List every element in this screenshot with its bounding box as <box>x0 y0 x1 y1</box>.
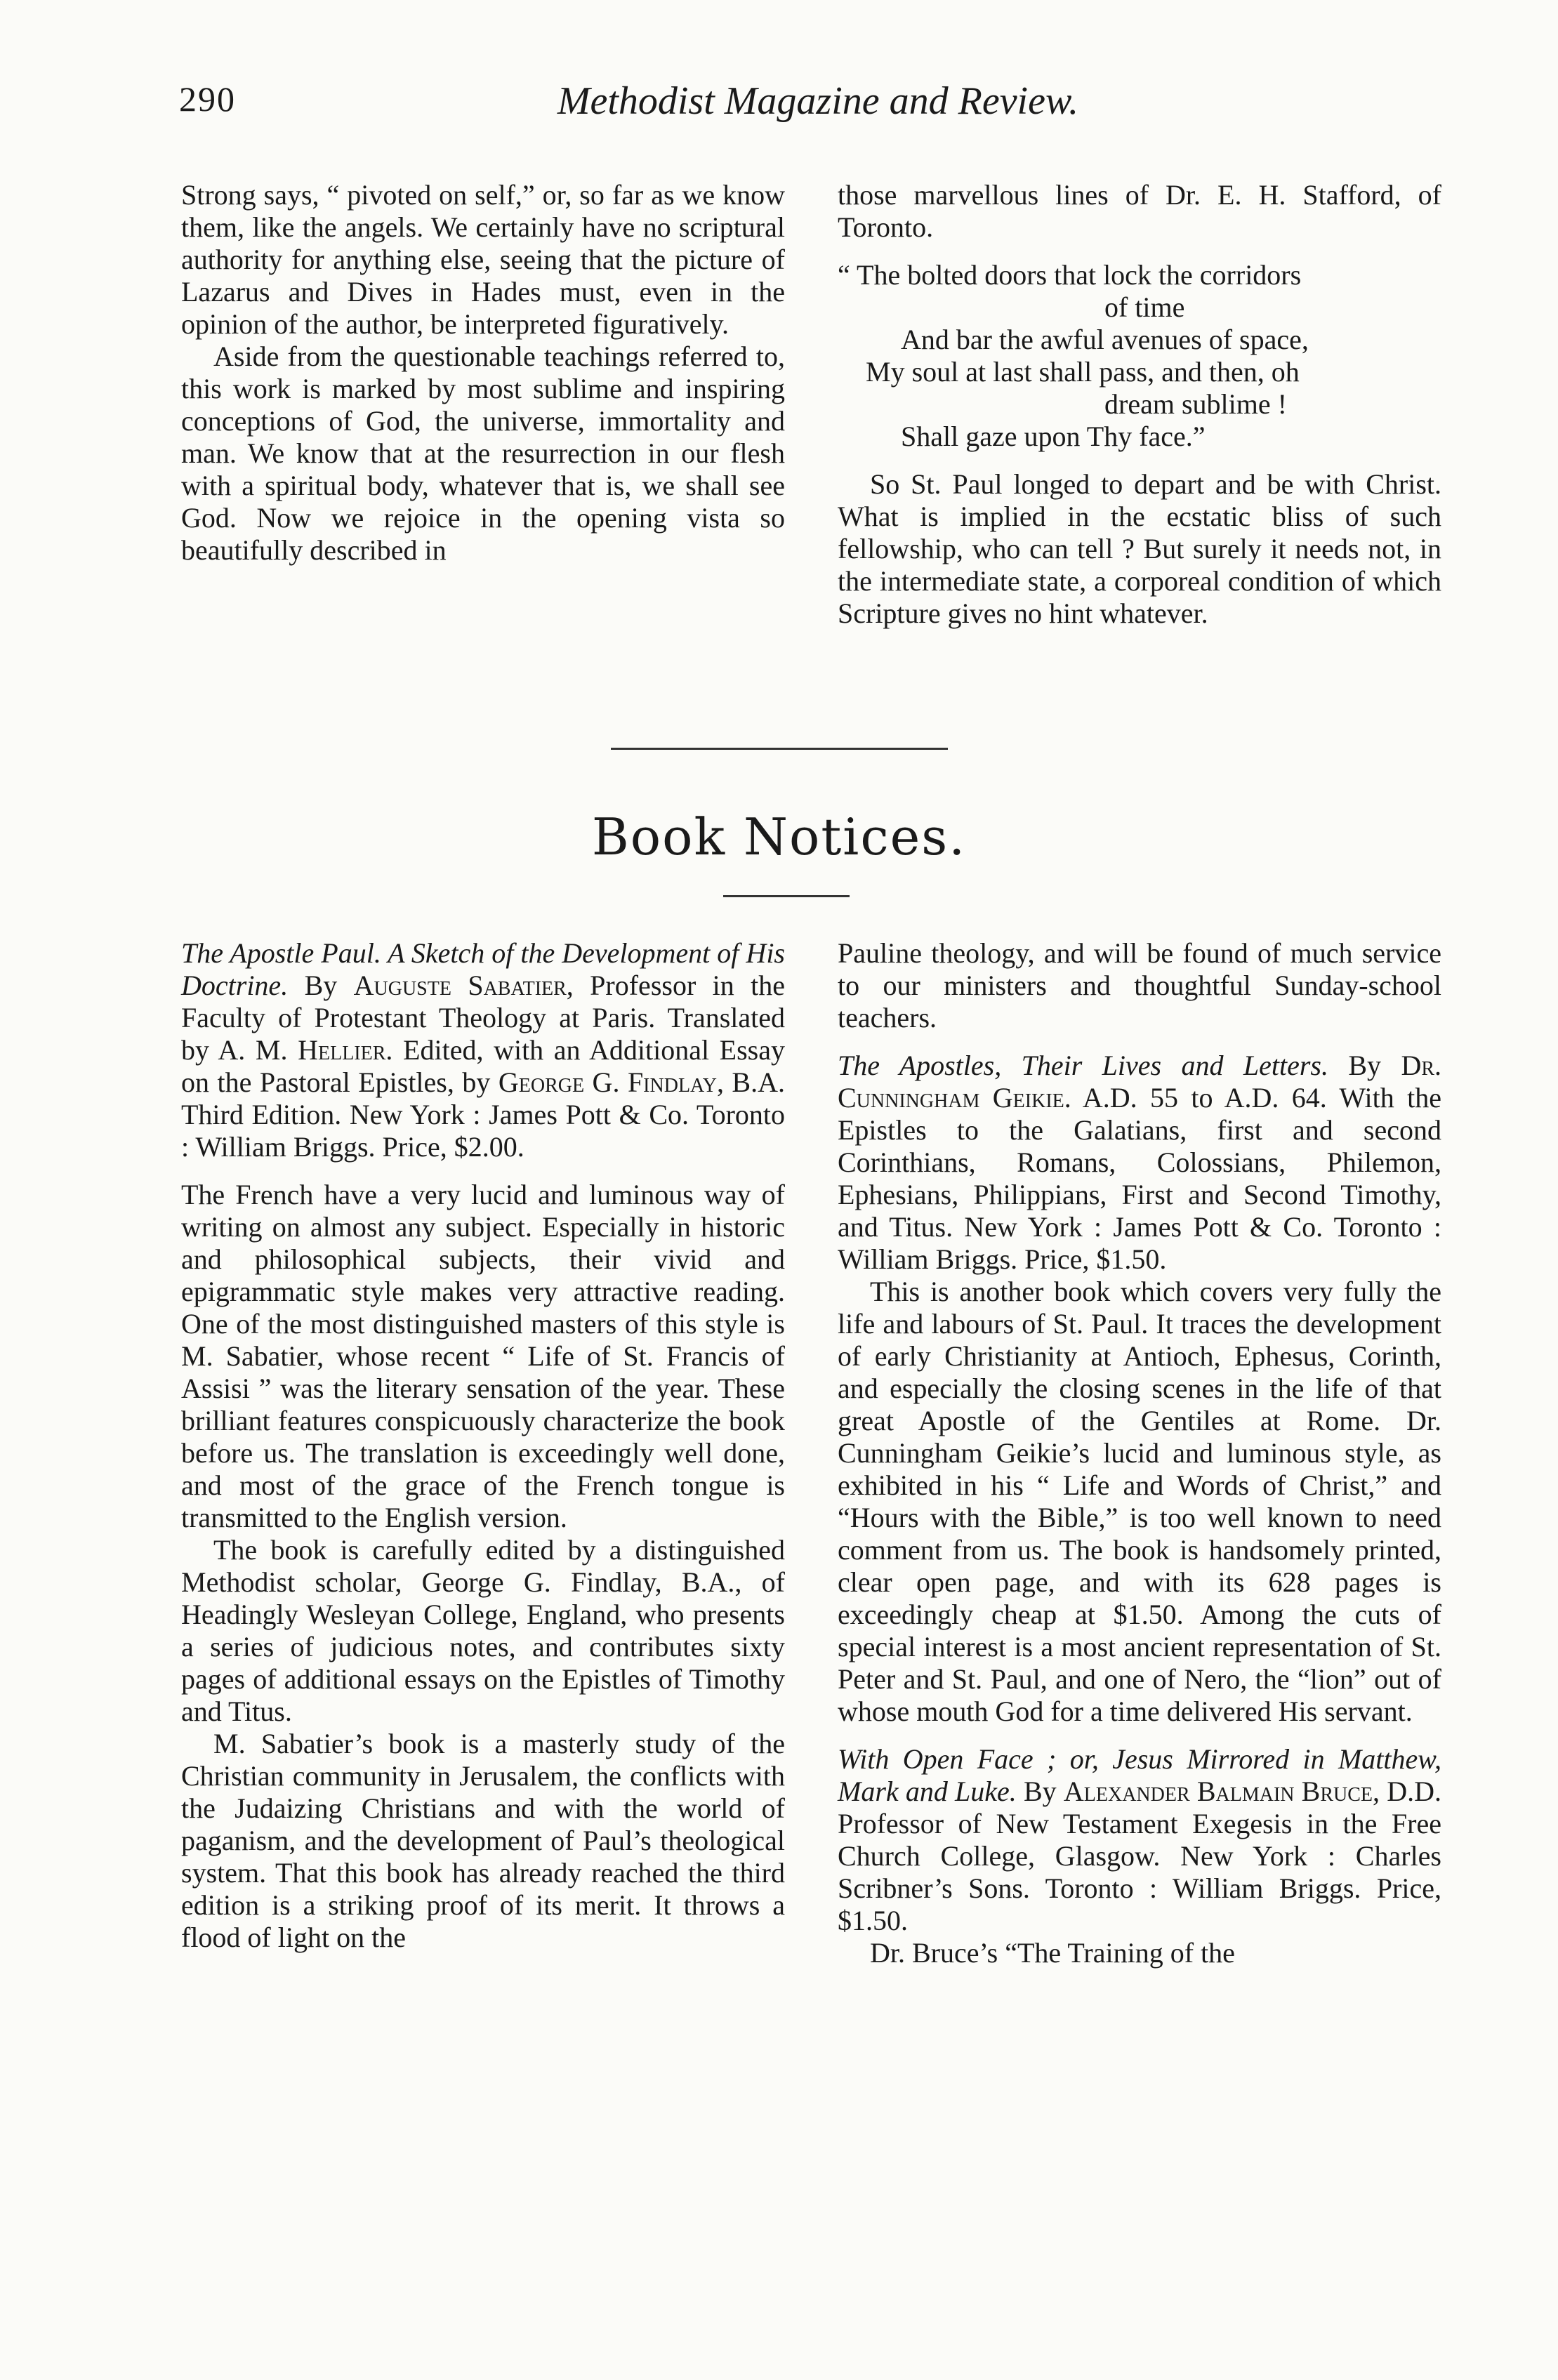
poem-quote <box>838 259 1441 453</box>
poem-line: My soul at last shall pass, and then, oh <box>866 356 1300 388</box>
paragraph: So St. Paul longed to depart and be with Christ. What is implied in the ecstatic bliss of such fellowship, who can tell ? But surely it needs not, in the intermediate state, a corporeal condition of which Scripture gives no hint whatever. <box>838 468 1441 629</box>
book-details: . Edited, with an Additional Essay on the Pastoral Epistles, by <box>181 1034 785 1098</box>
book-title: The Apostles, Their Lives and Letters. <box>838 1050 1328 1081</box>
book-author: Alexander Balmain Bruce <box>1063 1776 1373 1807</box>
book-author: Dr. Cunningham Geikie <box>838 1050 1442 1113</box>
poem-line: Shall gaze upon Thy face.” <box>901 421 1206 452</box>
page-number: 290 <box>179 79 236 119</box>
book-editor: George G. Findlay <box>498 1066 717 1098</box>
paragraph: Dr. Bruce’s “The Training of the <box>870 1937 1235 1969</box>
paragraph: those marvellous lines of Dr. E. H. Stafford, of Toronto. <box>838 179 1441 243</box>
section-title: Book Notices. <box>591 807 967 866</box>
column-top-right <box>838 179 1441 630</box>
title-underline <box>723 895 850 897</box>
page-header <box>179 79 1457 135</box>
by-label: By <box>304 970 338 1001</box>
book-entry <box>838 1743 1441 1937</box>
poem-line: “ The bolted doors that lock the corridors <box>838 259 1302 291</box>
paragraph: The book is carefully edited by a distinguished Methodist scholar, George G. Findlay, B.A., of Headingly Wesleyan College, England, who presents a series of judicious notes, and contributes sixty pages of additional essays on the Epistles of Timothy and Titus. <box>181 1534 785 1727</box>
book-details: , D.D. Professor of New Testament Exegesis in the Free Church College, Glasgow. New York : Charles Scribner’s Sons. Toronto : William Briggs. Price, $1.50. <box>838 1776 1442 1936</box>
paragraph: This is another book which covers very fully the life and labours of St. Paul. It traces the development of early Christianity at Antioch, Ephesus, Corinth, and especially the closing scenes in the life of that great Apostle of the Gentiles at Rome. Dr. Cunningham Geikie’s lucid and luminous style, as exhibited in his “ Life and Words of Christ,” and “Hours with the Bible,” is too well known to need comment from us. The book is handsomely printed, clear open page, and with its 628 pages is exceedingly cheap at $1.50. Among the cuts of special interest is a most ancient representation of St. Peter and St. Paul, and one of Nero, the “lion” out of whose mouth God for a time delivered His servant. <box>838 1276 1441 1727</box>
poem-line: of time <box>1104 291 1185 323</box>
paragraph: Aside from the questionable teachings referred to, this work is marked by most sublime and inspiring conceptions of God, the universe, immortality and man. We know that at the resurrection in our flesh with a spiritual body, whatever that is, we shall see God. Now we rejoice in the opening vista so beautifully described in <box>181 341 785 566</box>
book-details: , B.A. Third Edition. New York : James Pott & Co. Toronto : William Briggs. Price, $2.00. <box>181 1066 785 1163</box>
book-translator: Hellier <box>298 1034 386 1066</box>
column-bottom-right <box>838 937 1441 1969</box>
book-title: With Open Face ; or, Jesus Mirrored in Matthew, Mark and Luke. <box>838 1743 1441 1807</box>
paragraph: The French have a very lucid and luminous way of writing on almost any subject. Especially in historic and philosophical subjects, their vivid and epigrammatic style makes very attractive reading. One of the most distinguished masters of this style is M. Sabatier, whose recent “ Life of St. Francis of Assisi ” was the literary sensation of the year. These brilliant features conspicuously characterize the book before us. The translation is exceedingly well done, and most of the grace of the French tongue is transmitted to the English version. <box>181 1179 785 1533</box>
column-top-left <box>181 179 785 567</box>
poem-line: And bar the awful avenues of space, <box>901 324 1309 355</box>
by-label: By <box>1348 1050 1382 1081</box>
book-entry <box>838 1050 1441 1276</box>
book-title: The Apostle Paul. A Sketch of the Development of His Doctrine. <box>181 937 785 1001</box>
poem-line: dream sublime ! <box>1104 388 1287 420</box>
section-divider <box>611 748 948 750</box>
paragraph: Pauline theology, and will be found of much service to our ministers and thoughtful Sunday-school teachers. <box>838 937 1441 1033</box>
book-author: Auguste Sabatier <box>353 970 567 1001</box>
book-entry <box>181 937 785 1163</box>
by-label: By <box>1023 1776 1057 1807</box>
paragraph: M. Sabatier’s book is a masterly study of the Christian community in Jerusalem, the conflicts with the Judaizing Christians and with the world of paganism, and the development of Paul’s theological system. That this book has already reached the third edition is a striking proof of its merit. It throws a flood of light on the <box>181 1728 785 1953</box>
paragraph: Strong says, “ pivoted on self,” or, so far as we know them, like the angels. We certainly have no scriptural authority for anything else, seeing that the picture of Lazarus and Dives in Hades must, even in the opinion of the author, be interpreted figuratively. <box>181 179 785 340</box>
column-bottom-left <box>181 937 785 1954</box>
book-details: . A.D. 55 to A.D. 64. With the Epistles to the Galatians, first and second Corinthians, Romans, Colossians, Philemon, Ephesians, Philippians, First and Second Timothy, and Titus. New York : James Pott & Co. Toronto : William Briggs. Price, $1.50. <box>838 1082 1441 1275</box>
book-details: , Professor in the Faculty of Protestant Theology at Paris. Translated by A. M. <box>181 970 785 1066</box>
running-title: Methodist Magazine and Review. <box>557 79 1079 123</box>
